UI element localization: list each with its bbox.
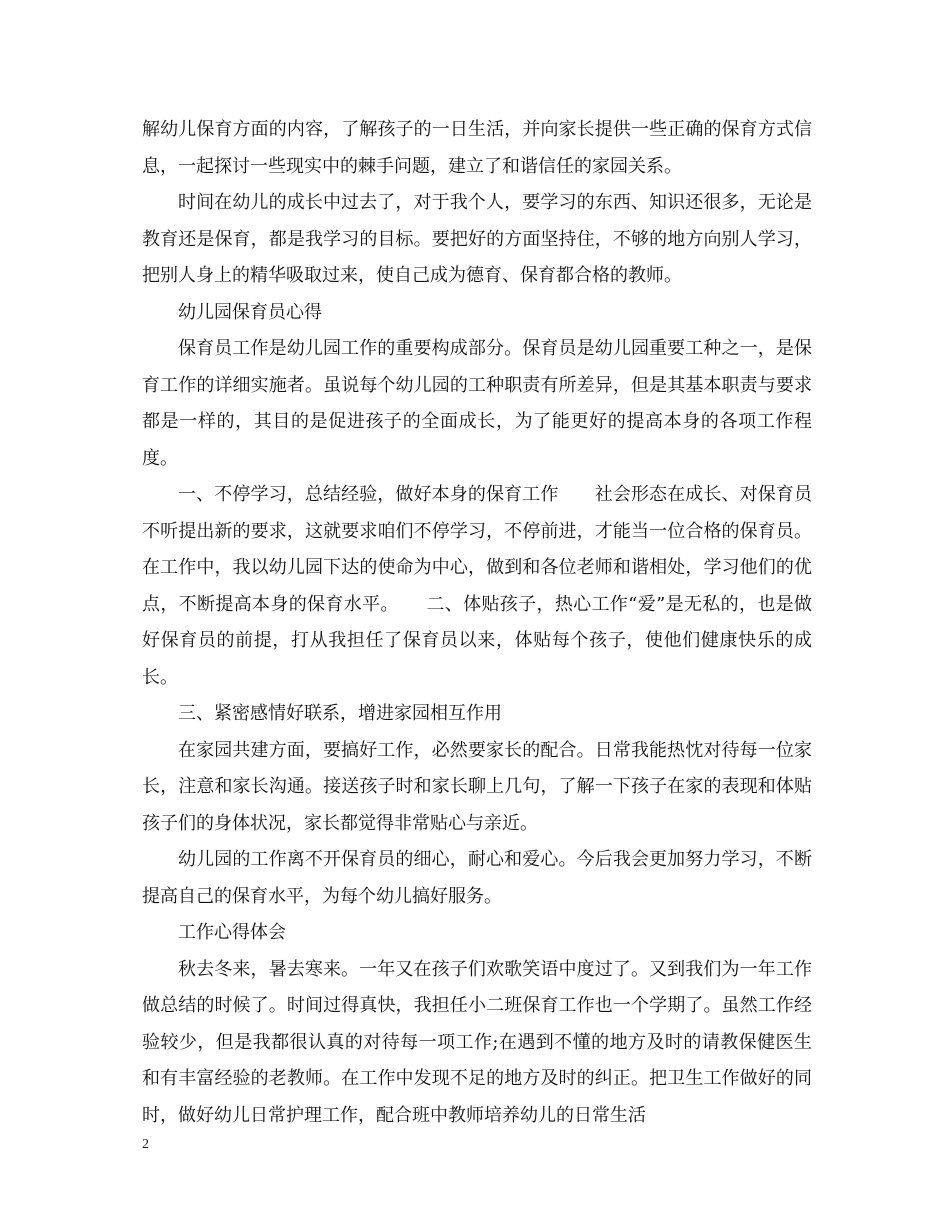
paragraph-family-cooperation: 在家园共建方面，要搞好工作，必然要家长的配合。日常我能热忱对待每一位家长，注意和家长沟通。接送孩子时和家长聊上几句，了解一下孩子在家的表现和体贴孩子们的身体状况，家长都觉得非常贴心与亲近。 — [142, 739, 812, 834]
section-heading-caregiver-reflections: 幼儿园保育员心得 — [178, 301, 322, 323]
section-heading-work-reflections: 工作心得体会 — [178, 922, 286, 943]
paragraph-learning-goals: 时间在幼儿的成长中过去了，对于我个人，要学习的东西、知识还很多，无论是教育还是保育，都是我学习的目标。要把好的方面坚持住，不够的地方向别人学习，把别人身上的精华吸取过来，使自己成为德育、保育都合格的教师。 — [142, 192, 812, 286]
document-body — [142, 112, 812, 1134]
paragraph-year-summary: 秋去冬来，暑去寒来。一年又在孩子们欢歌笑语中度过了。又到我们为一年工作做总结的时候了。时间过得真快，我担任小二班保育工作也一个学期了。虽然工作经验较少，但是我都很认真的对待每一项工作;在遇到不懂的地方及时的请教保健医生和有丰富经验的老教师。在工作中发现不足的地方及时的纠正。把卫生工作做好的同时，做好幼儿日常护理工作，配合班中教师培养幼儿的日常生活 — [142, 958, 812, 1126]
paragraph-continued-intro: 解幼儿保育方面的内容，了解孩子的一日生活，并向家长提供一些正确的保育方式信息，一起探讨一些现实中的棘手问题，建立了和谐信任的家园关系。 — [142, 119, 812, 177]
page-number: 2 — [142, 1137, 149, 1152]
paragraph-points-one-two: 一、不停学习，总结经验，做好本身的保育工作 社会形态在成长、对保育员不听提出新的要求，这就要求咱们不停学习，不停前进，才能当一位合格的保育员。在工作中，我以幼儿园下达的使命为中心，做到和各位老师和谐相处，学习他们的优点，不断提高本身的保育水平。 二、体贴孩子，热心工作“爱”是无私的，也是做好保育员的前提，打从我担任了保育员以来，体贴每个孩子，使他们健康快乐的成长。 — [142, 484, 812, 688]
paragraph-caregiver-role: 保育员工作是幼儿园工作的重要构成部分。保育员是幼儿园重要工种之一，是保育工作的详细实施者。虽说每个幼儿园的工种职责有所差异，但是其基本职责与要求都是一样的，其目的是促进孩子的全面成长，为了能更好的提高本身的各项工作程度。 — [142, 338, 812, 469]
paragraph-conclusion: 幼儿园的工作离不开保育员的细心，耐心和爱心。今后我会更加努力学习，不断提高自己的保育水平，为每个幼儿搞好服务。 — [142, 849, 812, 907]
paragraph-point-three-heading: 三、紧密感情好联系，增进家园相互作用 — [178, 703, 502, 724]
